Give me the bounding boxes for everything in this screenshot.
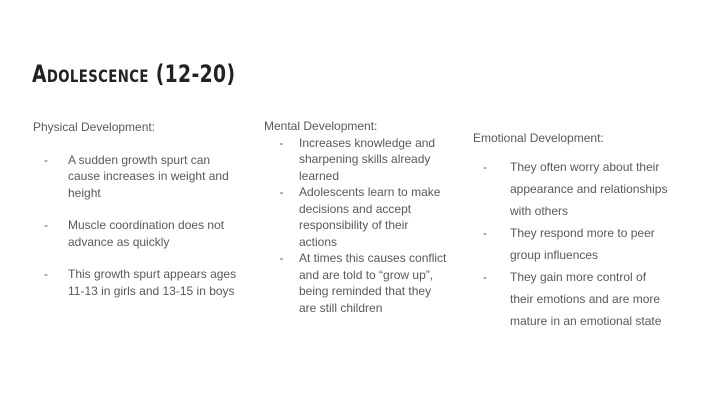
list-item (264, 250, 449, 316)
mental-development-column (264, 118, 449, 316)
list-item-text: They gain more control of their emotions and are more mature in an emotional state (510, 270, 662, 328)
bullet-dash: - (483, 270, 487, 284)
bullet-dash: - (483, 226, 487, 240)
bullet-dash: - (44, 218, 48, 232)
bullet-dash: - (279, 185, 284, 199)
mental-development-heading: Mental Development: (264, 119, 378, 133)
list-item-text: This growth spurt appears ages 11-13 in girls and 13-15 in boys (68, 267, 237, 298)
list-item-text: A sudden growth spurt can cause increases in weight and height (68, 152, 229, 200)
list-item-text: Increases knowledge and sharpening skills already learned (299, 135, 436, 183)
physical-development-heading: Physical Development: (33, 120, 156, 134)
list-item-text: They often worry about their appearance and relationships with others (510, 160, 668, 218)
list-item-text: At times this causes conflict and are told to “grow up”, being reminded that they are still children (299, 251, 447, 315)
list-item-text: Muscle coordination does not advance as quickly (68, 218, 225, 249)
bullet-dash: - (44, 267, 48, 281)
emotional-development-column (473, 127, 673, 332)
list-item-text: They respond more to peer group influences (510, 226, 655, 262)
slide-title: Adolescence (12-20) (32, 60, 236, 88)
bullet-dash: - (279, 251, 284, 265)
bullet-dash: - (44, 152, 48, 167)
list-item-text: Adolescents learn to make decisions and accept responsibility of their actions (299, 185, 441, 249)
emotional-development-heading: Emotional Development: (473, 131, 604, 145)
list-item (473, 266, 673, 332)
list-item (33, 266, 248, 299)
list-item (264, 135, 449, 185)
list-item (33, 152, 248, 202)
list-item (473, 156, 673, 222)
list-item (473, 222, 673, 266)
list-item (264, 184, 449, 250)
bullet-dash: - (483, 160, 487, 174)
list-item (33, 217, 248, 250)
bullet-dash: - (279, 135, 284, 150)
physical-development-column (33, 119, 248, 299)
